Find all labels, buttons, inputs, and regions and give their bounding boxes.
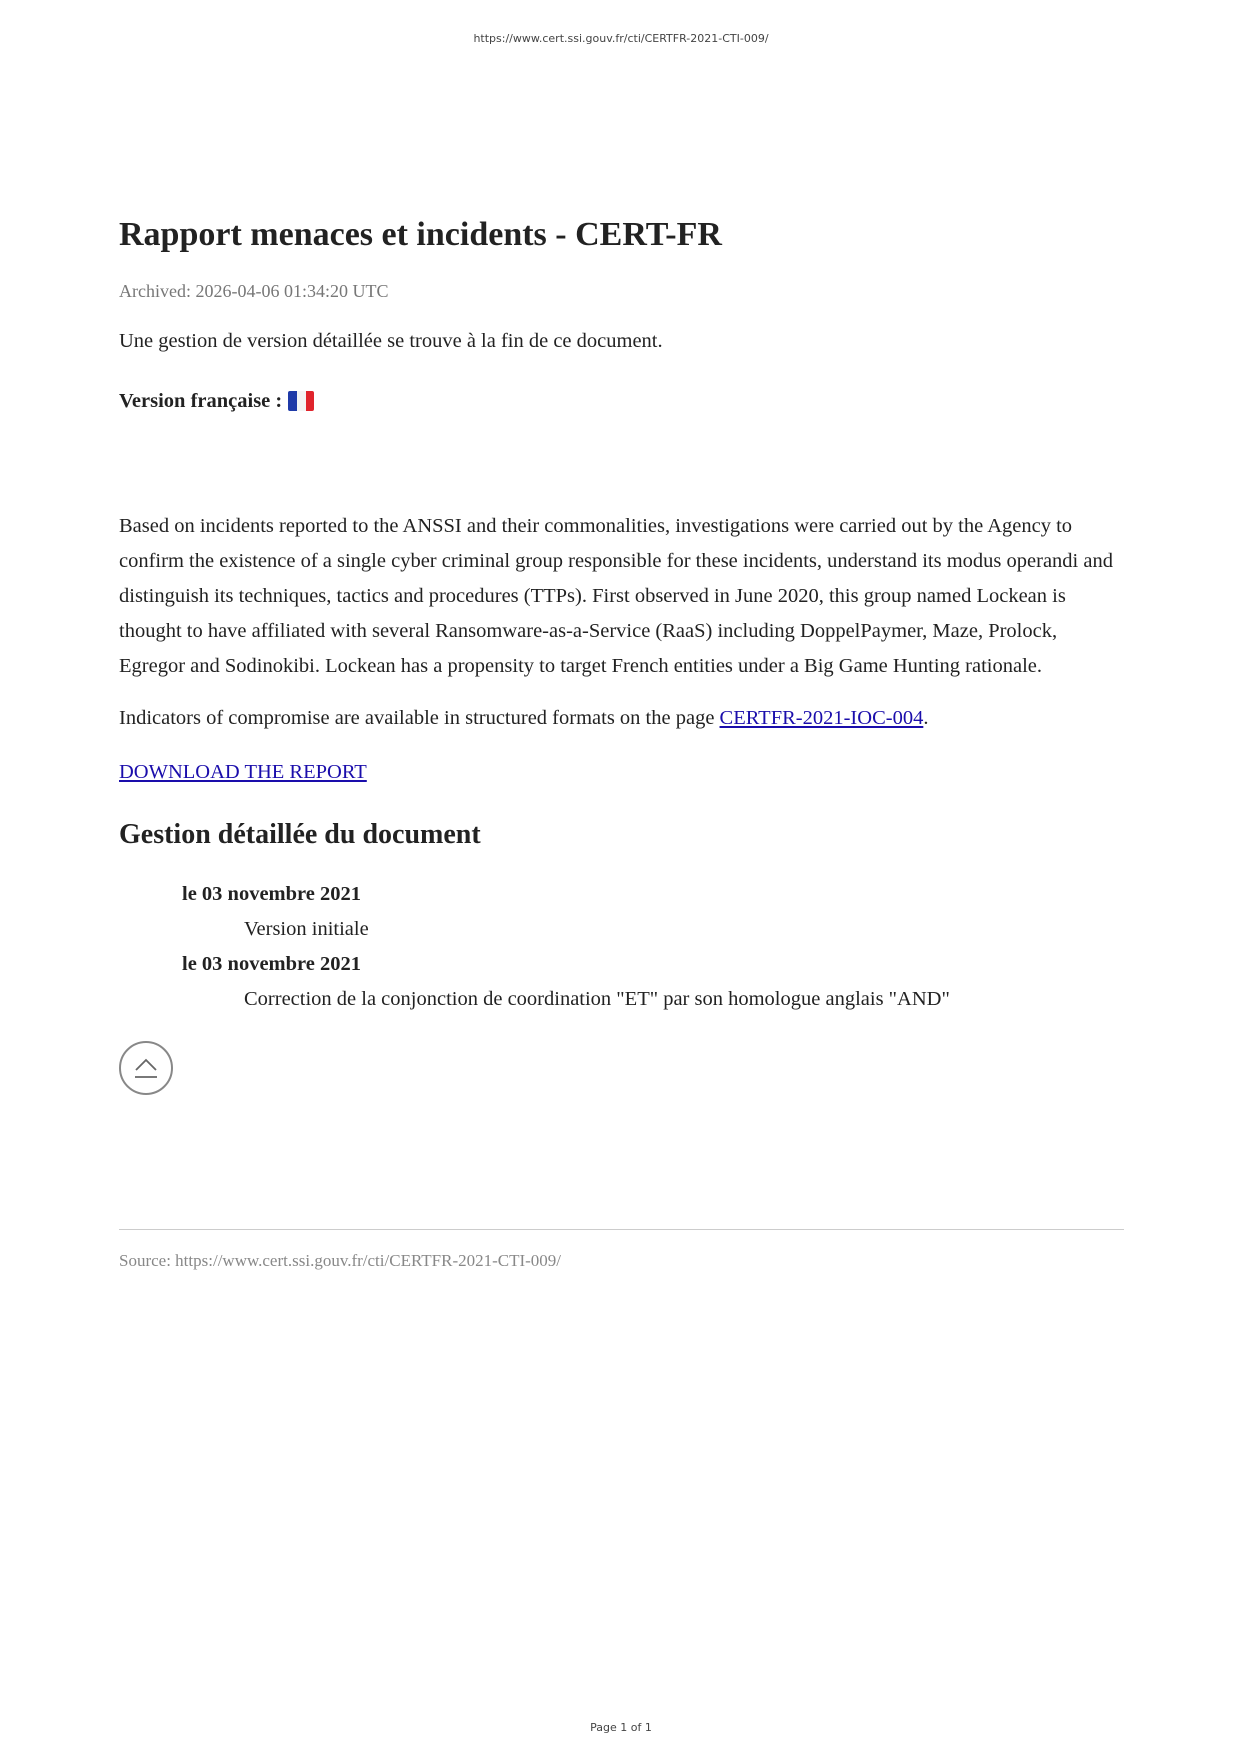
history-date: le 03 novembre 2021	[182, 953, 361, 975]
page-number: Page 1 of 1	[590, 1721, 652, 1734]
history-list	[182, 877, 1124, 1017]
ioc-text: Indicators of compromise are available in structured formats on the page	[119, 707, 720, 729]
download-paragraph	[119, 758, 1124, 786]
lead-paragraph: Une gestion de version détaillée se trouve à la fin de ce document.	[119, 330, 663, 352]
archived-timestamp: Archived: 2026-04-06 01:34:20 UTC	[119, 281, 389, 301]
summary-paragraph: Based on incidents reported to the ANSSI and their commonalities, investigations were carried out by the Agency to confirm the existence of a single cyber criminal group responsible for these incidents, understand its modus operandi and distinguish its techniques, tactics and procedures (TTPs). First observed in June 2020, this group named Lockean is thought to have affiliated with several Ransomware-as-a-Service (RaaS) including DoppelPaymer, Maze, Prolock, Egregor and Sodinokibi. Lockean has a propensity to target French entities under a Big Game Hunting rationale.	[119, 515, 1113, 677]
footer-divider	[119, 1229, 1124, 1230]
download-report-link[interactable]: DOWNLOAD THE REPORT	[119, 761, 367, 783]
print-header-url: https://www.cert.ssi.gouv.fr/cti/CERTFR-2021-CTI-009/	[473, 32, 769, 45]
ioc-link[interactable]: CERTFR-2021-IOC-004	[719, 707, 924, 729]
page-title: Rapport menaces et incidents - CERT-FR	[119, 216, 722, 253]
history-description: Version initiale	[244, 918, 369, 940]
version-francaise[interactable]	[119, 387, 1124, 415]
ioc-paragraph	[119, 704, 1124, 732]
back-to-top-button[interactable]	[119, 1041, 173, 1095]
history-description: Correction de la conjonction de coordination "ET" par son homologue anglais "AND"	[244, 988, 950, 1010]
ioc-text-end: .	[923, 707, 929, 729]
article-content	[119, 212, 1124, 1095]
history-title: Gestion détaillée du document	[119, 819, 481, 850]
source-line: Source: https://www.cert.ssi.gouv.fr/cti/CERTFR-2021-CTI-009/	[119, 1251, 562, 1270]
french-flag-icon[interactable]	[288, 391, 314, 411]
history-date: le 03 novembre 2021	[182, 883, 361, 905]
arrow-up-circle-icon	[130, 1052, 162, 1084]
version-francaise-label: Version française :	[119, 390, 283, 412]
